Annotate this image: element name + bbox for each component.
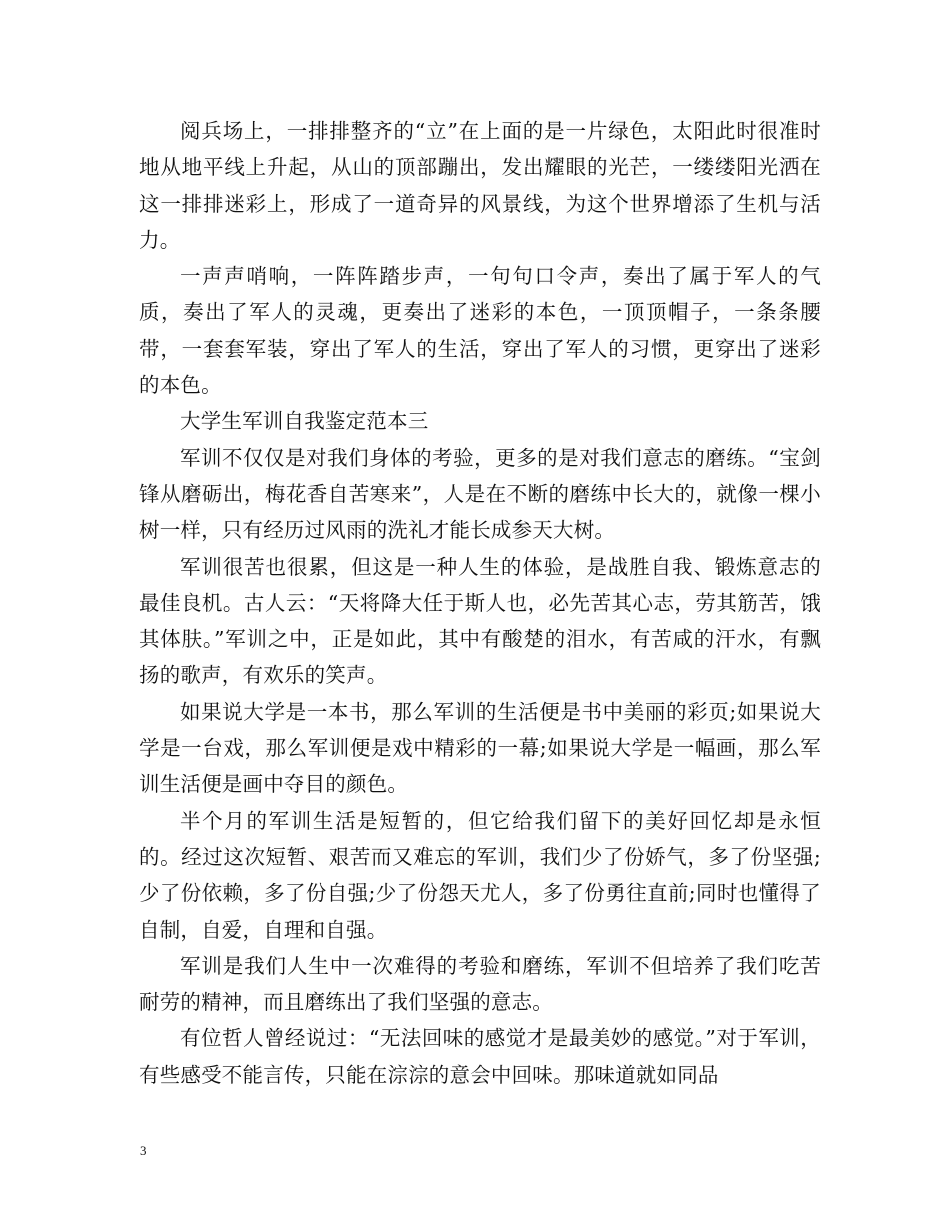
page-number: 3 [140,1143,147,1158]
body-text [139,113,821,1093]
section-heading: 大学生军训自我鉴定范本三 [180,409,429,434]
paragraph-6: 半个月的军训生活是短暂的，但它给我们留下的美好回忆却是永恒的。经过这次短暂、艰苦而又难忘的军训，我们少了份娇气，多了份坚强;少了份依赖，多了份自强;少了份怨天尤人，多了份勇往直前;同时也懂得了自制，自爱，自理和自强。 [139,808,821,942]
paragraph-8: 有位哲人曾经说过：“无法回味的感觉才是最美妙的感觉。”对于军训，有些感受不能言传，只能在淙淙的意会中回味。那味道就如同品 [139,1026,821,1087]
paragraph-2: 一声声哨响，一阵阵踏步声，一句句口令声，奏出了属于军人的气质，奏出了军人的灵魂，更奏出了迷彩的本色，一顶顶帽子，一条条腰带，一套套军装，穿出了军人的生活，穿出了军人的习惯，更穿出了迷彩的本色。 [139,264,821,398]
paragraph-7: 军训是我们人生中一次难得的考验和磨练，军训不但培养了我们吃苦耐劳的精神，而且磨练出了我们坚强的意志。 [139,953,821,1015]
paragraph-4: 军训很苦也很累，但这是一种人生的体验，是战胜自我、锻炼意志的最佳良机。古人云：“天将降大任于斯人也，必先苦其心志，劳其筋苦，饿其体肤。”军训之中，正是如此，其中有酸楚的泪水，有苦咸的汗水，有飘扬的歌声，有欢乐的笑声。 [139,554,821,688]
paragraph-5: 如果说大学是一本书，那么军训的生活便是书中美丽的彩页;如果说大学是一台戏，那么军训便是戏中精彩的一幕;如果说大学是一幅画，那么军训生活便是画中夺目的颜色。 [139,699,821,797]
paragraph-3: 军训不仅仅是对我们身体的考验，更多的是对我们意志的磨练。“宝剑锋从磨砺出，梅花香自苦寒来”，人是在不断的磨练中长大的，就像一棵小树一样，只有经历过风雨的洗礼才能长成参天大树。 [139,445,821,543]
paragraph-1: 阅兵场上，一排排整齐的“立”在上面的是一片绿色，太阳此时很准时地从地平线上升起，从山的顶部蹦出，发出耀眼的光芒，一缕缕阳光洒在这一排排迷彩上，形成了一道奇异的风景线，为这个世界增添了生机与活力。 [139,119,821,252]
